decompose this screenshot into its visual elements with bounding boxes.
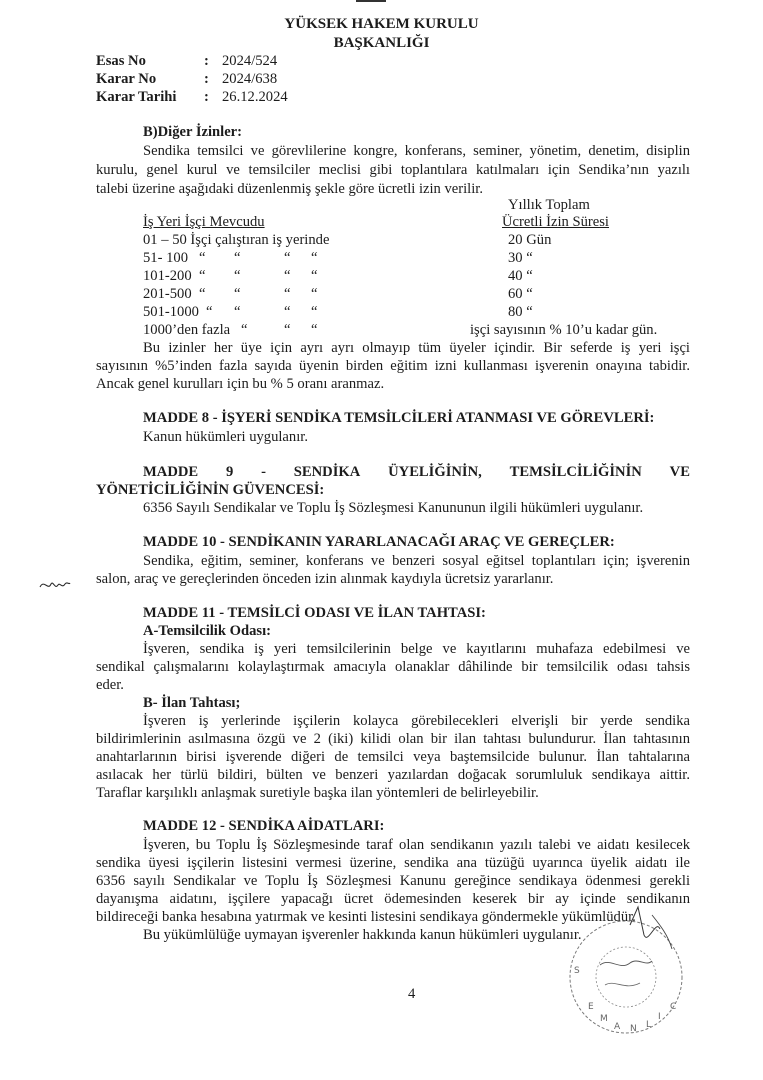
header-top-mark xyxy=(356,0,386,6)
page-number: 4 xyxy=(408,986,416,1002)
esas-no-value: 2024/524 xyxy=(222,53,278,69)
stamp-letter: C xyxy=(670,1002,677,1012)
table-row-right: 40 “ xyxy=(508,268,533,284)
table-row-ditto: “ xyxy=(311,286,318,302)
table-header-left: İş Yeri İşçi Mevcudu xyxy=(143,214,265,230)
madde-11-sub-b: B- İlan Tahtası; xyxy=(143,695,241,711)
madde-9-word: ÜYELİĞİNİN, xyxy=(388,464,482,480)
stamp-letter: A xyxy=(614,1022,621,1032)
madde-12-line: 6356 sayılı Sendikalar ve Toplu İş Sözleşmesi Kanunu gereğince sendikaya ödenmesi gerekli xyxy=(96,873,690,889)
madde-12-line: İşveren, bu Toplu İş Sözleşmesinde taraf olan sendikanın yazılı talebi ve aidatı kesilecek xyxy=(143,837,690,853)
table-row-ditto: “ xyxy=(199,250,206,266)
table-row-right: 20 Gün xyxy=(508,232,552,248)
madde-9-word: - xyxy=(261,464,266,480)
madde-10-line: salon, araç ve gereçlerinden önceden izin alınmak kaydıyla ücretsiz yararlanır. xyxy=(96,571,554,587)
table-row-left: 101-200 xyxy=(143,268,192,284)
table-row-left: 51- 100 xyxy=(143,250,188,266)
karar-no-value: 2024/638 xyxy=(222,71,278,87)
table-row-right: 30 “ xyxy=(508,250,533,266)
table-row-ditto: “ xyxy=(199,286,206,302)
table-row-ditto: “ xyxy=(311,268,318,284)
official-stamp xyxy=(560,905,700,1045)
table-row-ditto: “ xyxy=(284,286,291,302)
section-b-heading: B)Diğer İzinler: xyxy=(143,124,243,140)
table-row-left: 501-1000 xyxy=(143,304,199,320)
madde-12-line: bildireceği banka hesabına yatırmak ve kesinti listesini sendikaya göndermekle yükümlüdür. xyxy=(96,909,636,925)
karar-tarihi-sep: : xyxy=(204,89,209,105)
madde-11-b-line: anahtarlarının birisi işverende diğeri de temsilci veya baştemsilcide bulunur. İlan tahtalarına xyxy=(96,749,690,765)
madde-11-a-line: İşveren, sendika iş yeri temsilcilerinin belge ve kayıtlarını muhafaza edebilmesi ve xyxy=(143,641,690,657)
madde-9-heading-line1 xyxy=(143,464,690,481)
madde-11-a-line: eder. xyxy=(96,677,124,693)
madde-11-b-line: İşveren iş yerlerinde işçilerin kolayca görebilecekleri elverişli bir yerde sendika xyxy=(143,713,690,729)
madde-10-line: Sendika, eğitim, seminer, konferans ve benzeri sosyal eğitsel toplantıları için; işverenin xyxy=(143,553,690,569)
stamp-letter: N xyxy=(630,1024,637,1034)
madde-11-sub-a: A-Temsilcilik Odası: xyxy=(143,623,271,639)
table-row-left: 01 – 50 İşçi çalıştıran iş yerinde xyxy=(143,232,330,248)
table-row-ditto: “ xyxy=(311,304,318,320)
madde-11-b-line: asılacak her türlü bildiri, bülten ve benzeri yazılardan doğacak sorumluluk sendikaya aittir. xyxy=(96,767,690,783)
madde-11-b-line: Taraflar karşılıklı anlaşmak suretiyle başka ilan yöntemleri de belirleyebilir. xyxy=(96,785,539,801)
margin-initials-signature xyxy=(38,575,72,595)
table-row-ditto: “ xyxy=(234,268,241,284)
madde-10-heading: MADDE 10 - SENDİKANIN YARARLANACAĞI ARAÇ VE GEREÇLER: xyxy=(143,534,615,550)
madde-12-line: dayanışma aidatını, işçilere yapacağı ücret ödemesinden keserek bir ay içinde sendikanın xyxy=(96,891,690,907)
madde-9-heading-line2: YÖNETİCİLİĞİNİN GÜVENCESİ: xyxy=(96,482,325,498)
table-row-ditto: “ xyxy=(311,250,318,266)
table-row-right: 60 “ xyxy=(508,286,533,302)
table-row-left: 201-500 xyxy=(143,286,192,302)
karar-no-label: Karar No xyxy=(96,71,157,87)
madde-11-a-line: sendikal çalışmalarını kolaylaştırmak amacıyla olanaklar dâhilinde bir temsilcilik odası tahsis xyxy=(96,659,690,675)
madde-12-last-line: Bu yükümlülüğe uymayan işverenler hakkında kanun hükümleri uygulanır. xyxy=(143,927,582,943)
madde-8-text: Kanun hükümleri uygulanır. xyxy=(143,429,308,445)
madde-12-heading: MADDE 12 - SENDİKA AİDATLARI: xyxy=(143,818,385,834)
stamp-letter: S xyxy=(574,966,580,976)
madde-11-heading: MADDE 11 - TEMSİLCİ ODASI VE İLAN TAHTASI: xyxy=(143,605,486,621)
esas-no-sep: : xyxy=(204,53,209,69)
header-presidency: BAŞKANLIĞI xyxy=(333,35,430,51)
section-b-after-line: Bu izinler her üye için ayrı ayrı olmayıp tüm üyeler içindir. Bir seferde iş yeri işçi xyxy=(143,340,690,356)
table-row-ditto: “ xyxy=(284,304,291,320)
table-row-ditto: “ xyxy=(199,268,206,284)
section-b-line: kurulu, genel kurul ve temsilciler meclisi gibi toplantılara katılmaları için Sendika’nın yazılı xyxy=(96,162,690,178)
madde-9-word: TEMSİLCİLİĞİNİN xyxy=(509,464,642,480)
stamp-letter: L xyxy=(646,1020,652,1030)
table-row-right: 80 “ xyxy=(508,304,533,320)
table-row-ditto: “ xyxy=(284,250,291,266)
section-b-after-line: sayısının %5’inden fazla sayıda üyenin birden eğitim izni kullanması işverenin onayına tabidir. xyxy=(96,358,690,374)
table-row-ditto: “ xyxy=(311,322,318,338)
table-row-ditto: “ xyxy=(234,286,241,302)
section-b-after-line: Ancak genel kurulları için bu % 5 oranı aranmaz. xyxy=(96,376,385,392)
stamp-letter: M xyxy=(600,1014,608,1024)
esas-no-label: Esas No xyxy=(96,53,146,69)
madde-11-b-line: bildirimlerinin asılmasına özgü ve 2 (iki) kilidi olan bir ilan tahtası bulundurur. İlan tahtasının xyxy=(96,731,690,747)
table-row-right: işçi sayısının % 10’u kadar gün. xyxy=(470,322,658,338)
karar-tarihi-label: Karar Tarihi xyxy=(96,89,177,105)
table-row-left: 1000’den fazla xyxy=(143,322,231,338)
karar-no-sep: : xyxy=(204,71,209,87)
madde-12-line: sendika üyesi işçilerin listesini vermesi üzerine, sendika ana tüzüğü uyarınca üyelik aidatı ile xyxy=(96,855,690,871)
karar-tarihi-value: 26.12.2024 xyxy=(222,89,288,105)
madde-9-word: SENDİKA xyxy=(293,464,361,480)
stamp-letter: I xyxy=(658,1012,661,1022)
table-row-ditto: “ xyxy=(284,322,291,338)
section-b-line: Sendika temsilci ve görevlilerine kongre, konferans, seminer, yönetim, denetim, disiplin xyxy=(143,143,690,159)
madde-9-word: MADDE xyxy=(143,464,199,480)
table-header-right-1: Yıllık Toplam xyxy=(508,197,590,213)
madde-9-word: 9 xyxy=(225,464,234,480)
table-row-ditto: “ xyxy=(234,250,241,266)
header-institution: YÜKSEK HAKEM KURULU xyxy=(284,16,479,32)
table-header-right-2: Ücretli İzin Süresi xyxy=(502,214,609,230)
table-row-ditto: “ xyxy=(206,304,213,320)
stamp-letter: E xyxy=(588,1002,594,1012)
table-row-ditto: “ xyxy=(284,268,291,284)
section-b-line: talebi üzerine aşağıdaki düzenlenmiş şekle göre ücretli izin verilir. xyxy=(96,181,483,197)
table-row-ditto: “ xyxy=(241,322,248,338)
table-row-ditto: “ xyxy=(234,304,241,320)
madde-8-heading: MADDE 8 - İŞYERİ SENDİKA TEMSİLCİLERİ ATANMASI VE GÖREVLERİ: xyxy=(143,410,655,426)
madde-9-text: 6356 Sayılı Sendikalar ve Toplu İş Sözleşmesi Kanununun ilgili hükümleri uygulanır. xyxy=(143,500,644,516)
madde-9-word: VE xyxy=(669,464,690,480)
